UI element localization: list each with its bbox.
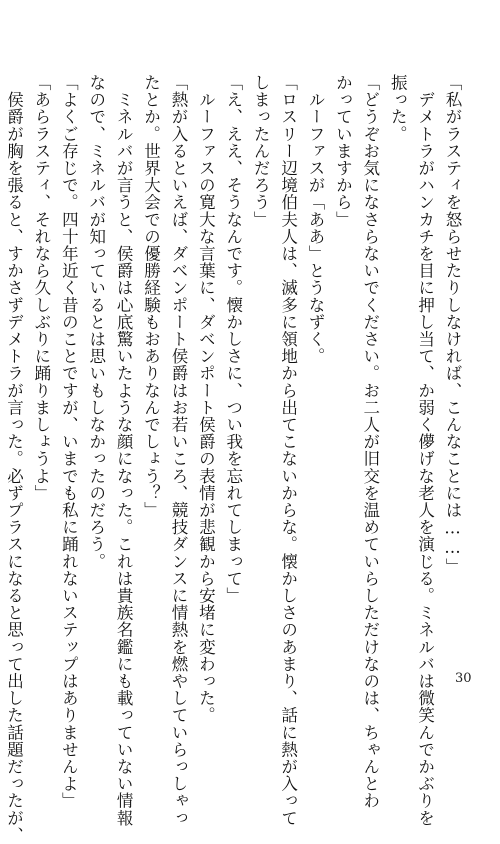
text-line: 「私がラスティを怒らせたりしなければ、こんなことには……」 [443,74,462,575]
text-line: 振った。 [388,74,408,143]
text-line: 「え、ええ、そうなんです。懐かしさに、つい我を忘れてしまって」 [223,74,243,605]
text-line: 「どうぞお気になさらないでください。お二人が旧交を温めていらしただけなのは、ちゃんとわ [360,74,380,810]
page-number: 30 [455,671,472,686]
text-line: 「あらラスティ、それなら久しぶりに踊りましょうよ」 [31,74,51,502]
text-line: ミネルバが言うと、侯爵は心底驚いたような顔になった。これは貴族名鑑にも載っていない情報 [114,74,134,827]
text-line: 「よくご存じで。四十年近く昔のことですが、いまでも私に踊れないステップはありませんよ」 [59,74,79,810]
text-line: 「熱が入るといえば、ダベンポート侯爵はお若いころ、競技ダンスに情熱を燃やしていらっしゃっ [168,74,188,827]
text-line: なので、ミネルバが知っているとは思いもしなかったのだろう。 [86,74,106,570]
text-line: 「ロスリー辺境伯夫人は、滅多に領地から出てこないからな。懐かしさのあまり、話に熱が入って [278,74,298,827]
text-line: ルーファスの寛大な言葉に、ダベンポート侯爵の表情が悲観から安堵に変わった。 [196,74,216,724]
text-line: かっていますから」 [333,74,353,228]
text-line: 侯爵が胸を張ると、すかさずデメトラが言った。必ずプラスになると思って出した話題だったが、 [4,74,24,844]
text-line: ルーファスが「ああ」とうなずく。 [305,74,325,365]
text-line: しまったんだろう」 [251,74,271,228]
text-line: たとか。世界大会での優勝経験もおありなんでしょう？」 [141,74,161,519]
text-line: デメトラがハンカチを目に押し当て、か弱く儚げな老人を演じる。ミネルバは微笑んでかぶりを [415,74,435,827]
